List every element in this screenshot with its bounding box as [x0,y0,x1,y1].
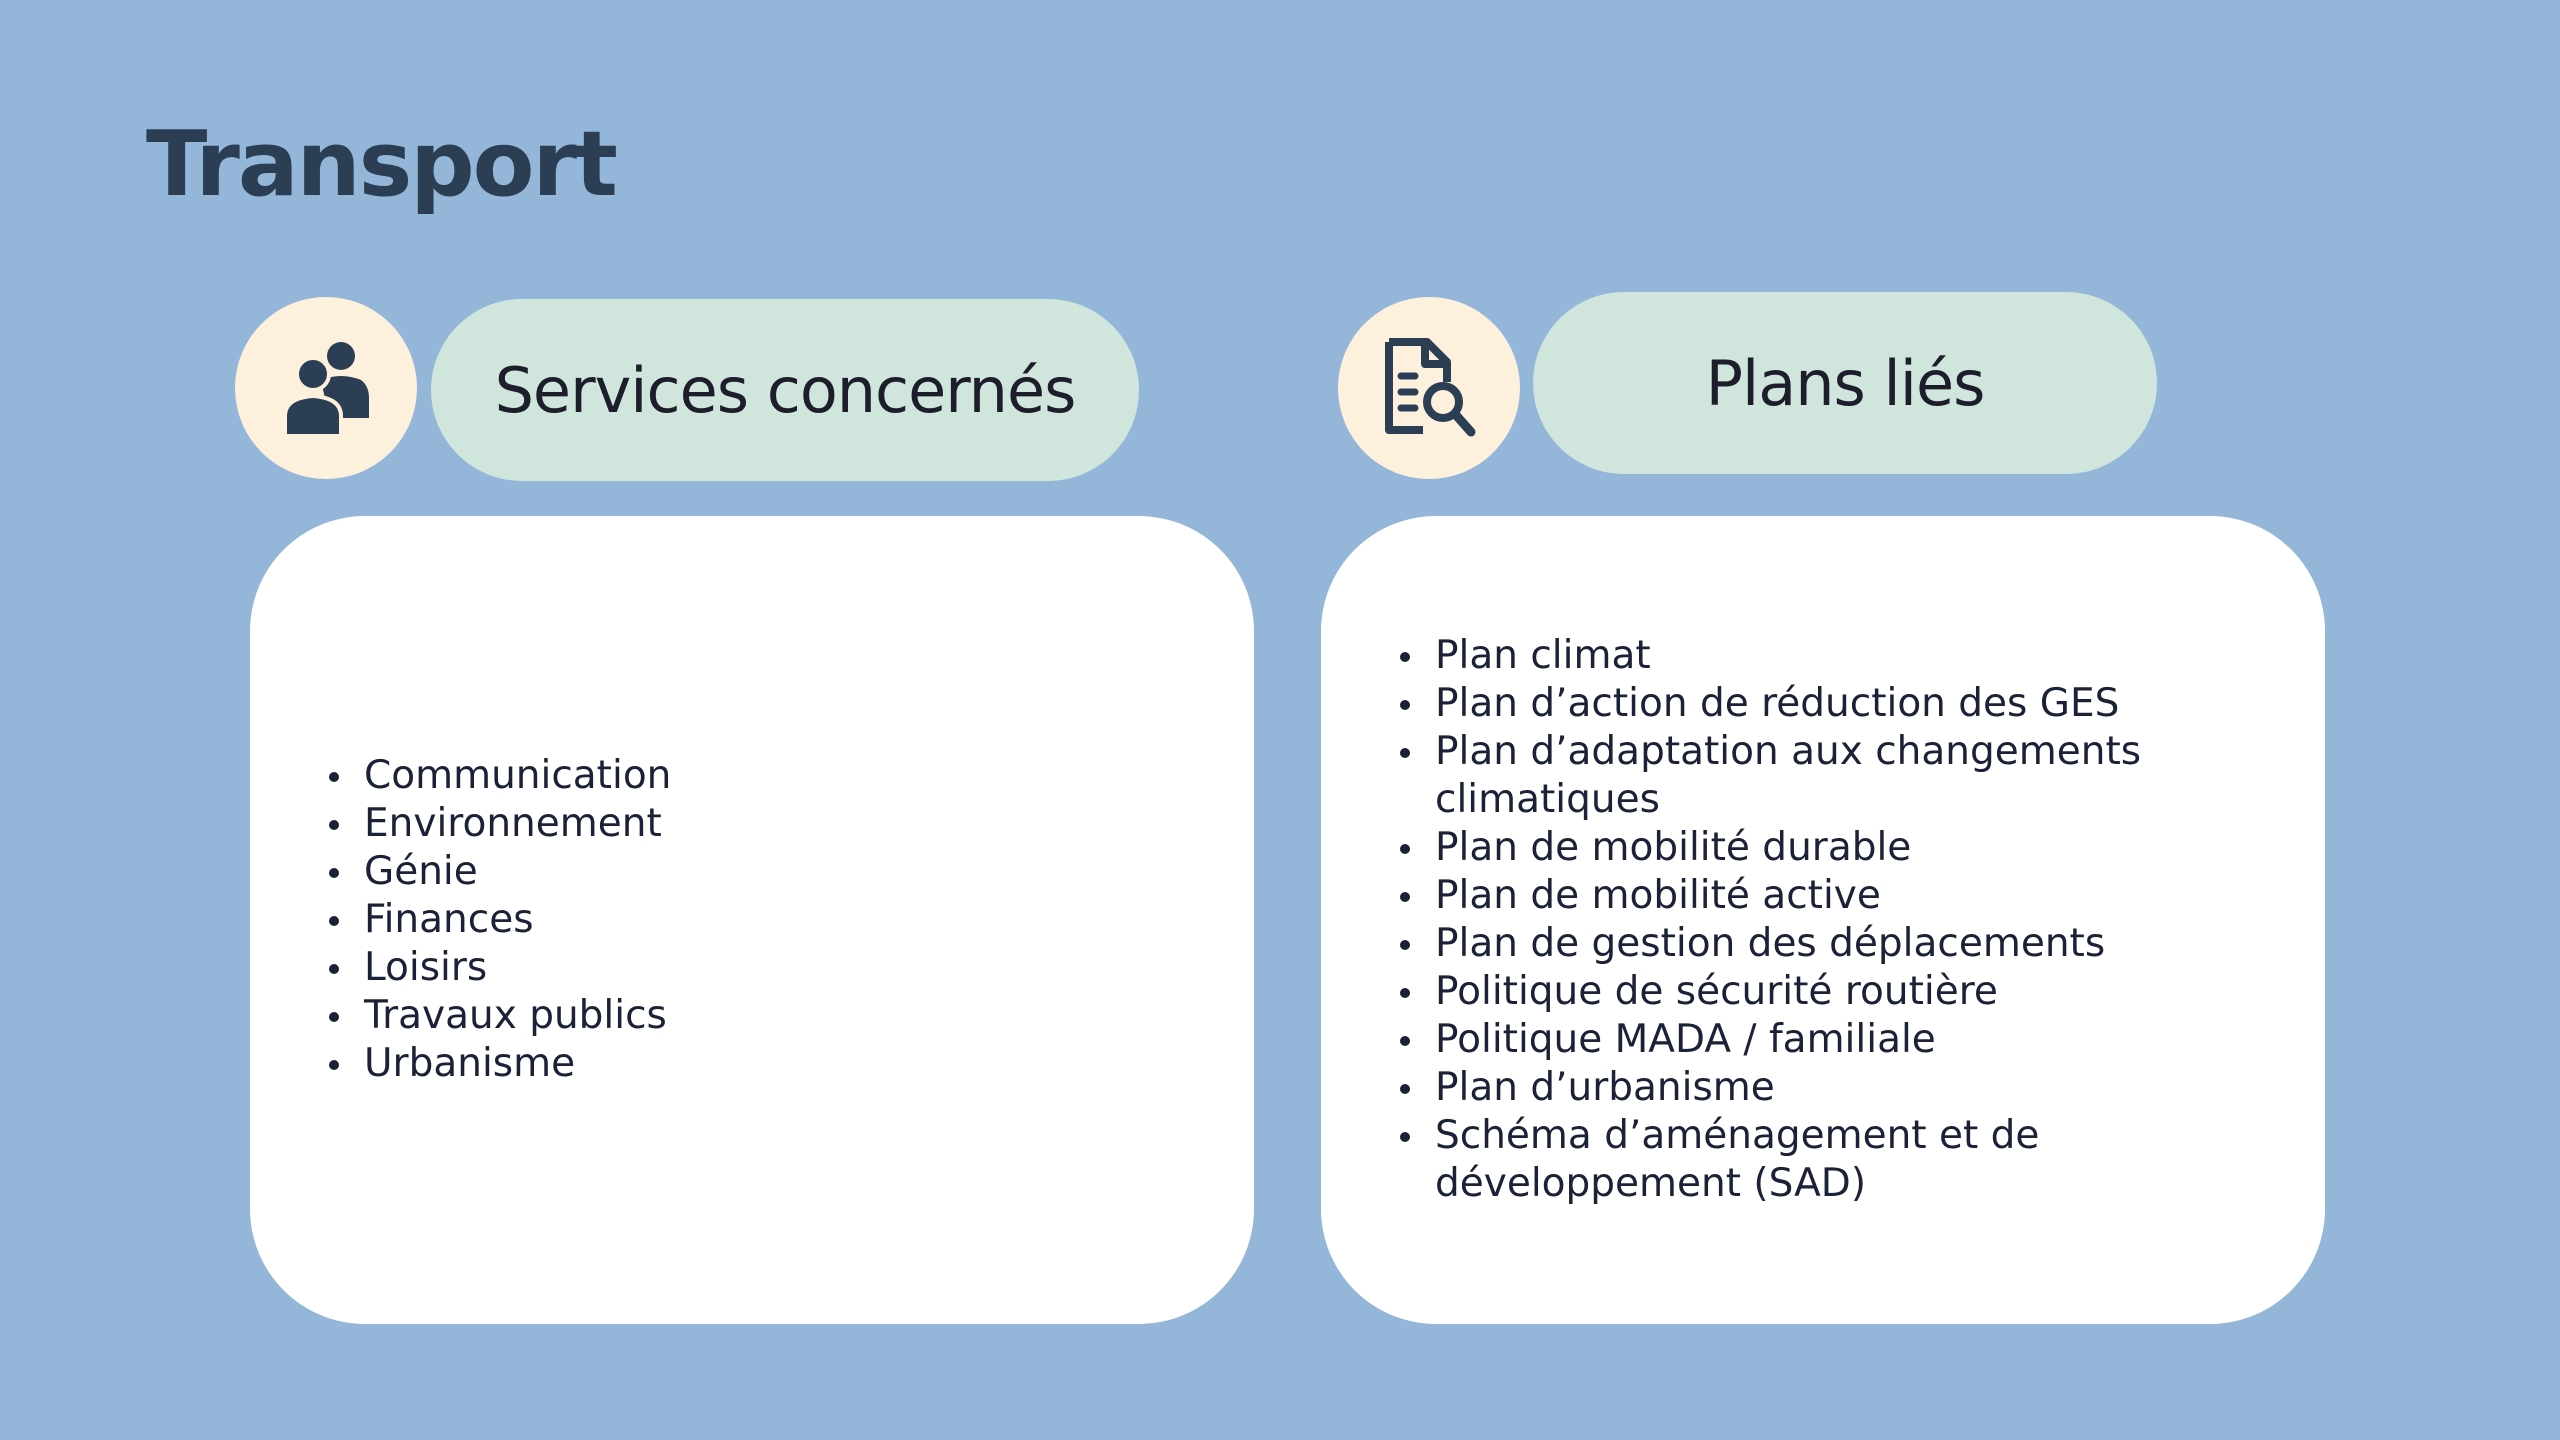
list-item: Génie [322,848,671,896]
plans-heading-pill [1533,292,2157,474]
users-icon [283,340,369,436]
list-item: Loisirs [322,944,671,992]
list-item: Politique de sécurité routière [1393,968,2173,1016]
list-item: Plan de gestion des déplacements [1393,920,2173,968]
list-item: Plan d’urbanisme [1393,1064,2173,1112]
page-title: Transport [146,112,616,217]
list-item: Finances [322,896,671,944]
document-search-icon [1381,338,1477,438]
services-list [322,752,671,1088]
list-item: Politique MADA / familiale [1393,1016,2173,1064]
services-heading-pill [431,299,1139,481]
list-item: Plan d’action de réduction des GES [1393,680,2173,728]
list-item: Plan de mobilité active [1393,872,2173,920]
users-icon-circle [235,297,417,479]
list-item: Plan climat [1393,632,2173,680]
list-item: Travaux publics [322,992,671,1040]
list-item: Schéma d’aménagement et de développement (SAD) [1393,1112,2173,1208]
list-item: Environnement [322,800,671,848]
document-search-icon-circle [1338,297,1520,479]
list-item: Plan d’adaptation aux changements climatiques [1393,728,2173,824]
list-item: Urbanisme [322,1040,671,1088]
services-heading: Services concernés [494,353,1076,427]
plans-heading: Plans liés [1705,346,1985,420]
plans-list [1393,632,2173,1208]
list-item: Plan de mobilité durable [1393,824,2173,872]
list-item: Communication [322,752,671,800]
